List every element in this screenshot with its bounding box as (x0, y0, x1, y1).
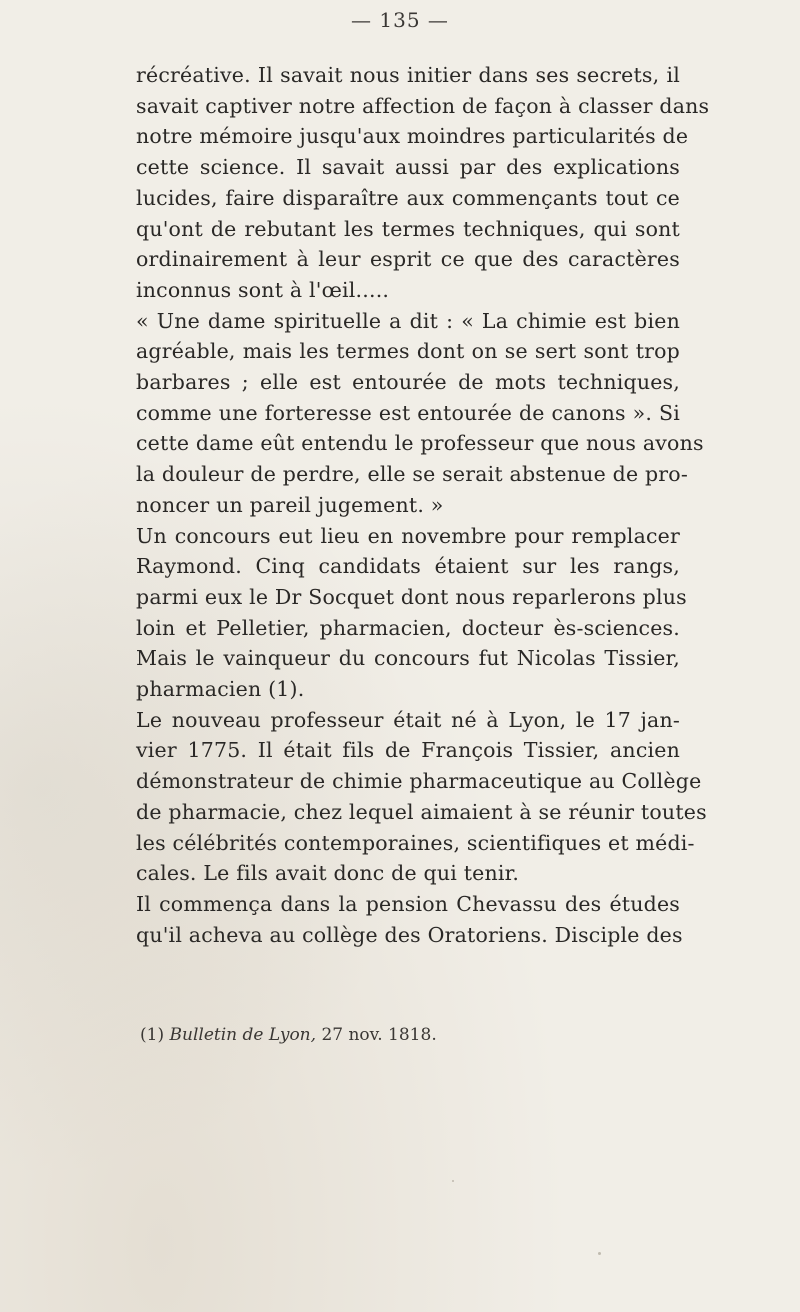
text-line: les célébrités contemporaines, scientifiques et médi- (136, 830, 695, 855)
footnote-source-title: Bulletin de Lyon, (169, 1025, 317, 1045)
paper-speck (598, 1252, 601, 1255)
text-line: savait captiver notre affection de façon à classer dans (136, 93, 710, 118)
text-line: cette dame eût entendu le professeur que nous avons (136, 431, 704, 456)
text-line: cales. Le fils avait donc de qui tenir. (136, 861, 520, 886)
body-text (136, 60, 710, 950)
text-line: de pharmacie, chez lequel aimaient à se réunir toutes (136, 799, 707, 824)
text-line: ordinairement à leur esprit ce que des caractères (136, 247, 680, 272)
text-line: parmi eux le Dr Socquet dont nous reparlerons plus (136, 584, 687, 609)
text-line: Raymond. Cinq candidats étaient sur les rangs, (136, 554, 680, 579)
text-line: récréative. Il savait nous initier dans ses secrets, il (136, 63, 680, 87)
text-line: inconnus sont à l'œil..... (136, 277, 390, 302)
text-line: loin et Pelletier, pharmacien, docteur ès-sciences. (136, 615, 680, 640)
text-line: démonstrateur de chimie pharmaceutique au Collège (136, 769, 702, 794)
paper-speck (452, 1180, 454, 1182)
text-line: Un concours eut lieu en novembre pour remplacer (136, 523, 680, 548)
text-line: noncer un pareil jugement. » (136, 492, 444, 517)
footnote-marker: (1) (140, 1025, 165, 1045)
page-number: — 135 — (351, 8, 449, 32)
text-line: Il commença dans la pension Chevassu des études (136, 891, 680, 916)
text-line: lucides, faire disparaître aux commençants tout ce (136, 185, 680, 210)
text-line: la douleur de perdre, elle se serait abstenue de pro- (136, 462, 688, 487)
text-line: comme une forteresse est entourée de canons ». Si (136, 400, 680, 425)
text-line: Le nouveau professeur était né à Lyon, le 17 jan- (136, 707, 680, 732)
text-line: agréable, mais les termes dont on se sert sont trop (136, 339, 680, 364)
text-line: Mais le vainqueur du concours fut Nicolas Tissier, (136, 646, 680, 671)
footnote-date: 27 nov. 1818. (321, 1025, 437, 1045)
text-line: cette science. Il savait aussi par des explications (136, 155, 680, 180)
text-line: « Une dame spirituelle a dit : « La chimie est bien (136, 308, 680, 333)
text-line: notre mémoire jusqu'aux moindres particularités de (136, 124, 689, 149)
text-line: vier 1775. Il était fils de François Tissier, ancien (136, 738, 680, 763)
footnote (140, 1025, 437, 1045)
text-line: qu'il acheva au collège des Oratoriens. Disciple des (136, 922, 683, 947)
text-line: qu'ont de rebutant les termes techniques, qui sont (136, 216, 680, 241)
text-line: pharmacien (1). (136, 677, 305, 702)
text-line: barbares ; elle est entourée de mots techniques, (136, 370, 680, 395)
